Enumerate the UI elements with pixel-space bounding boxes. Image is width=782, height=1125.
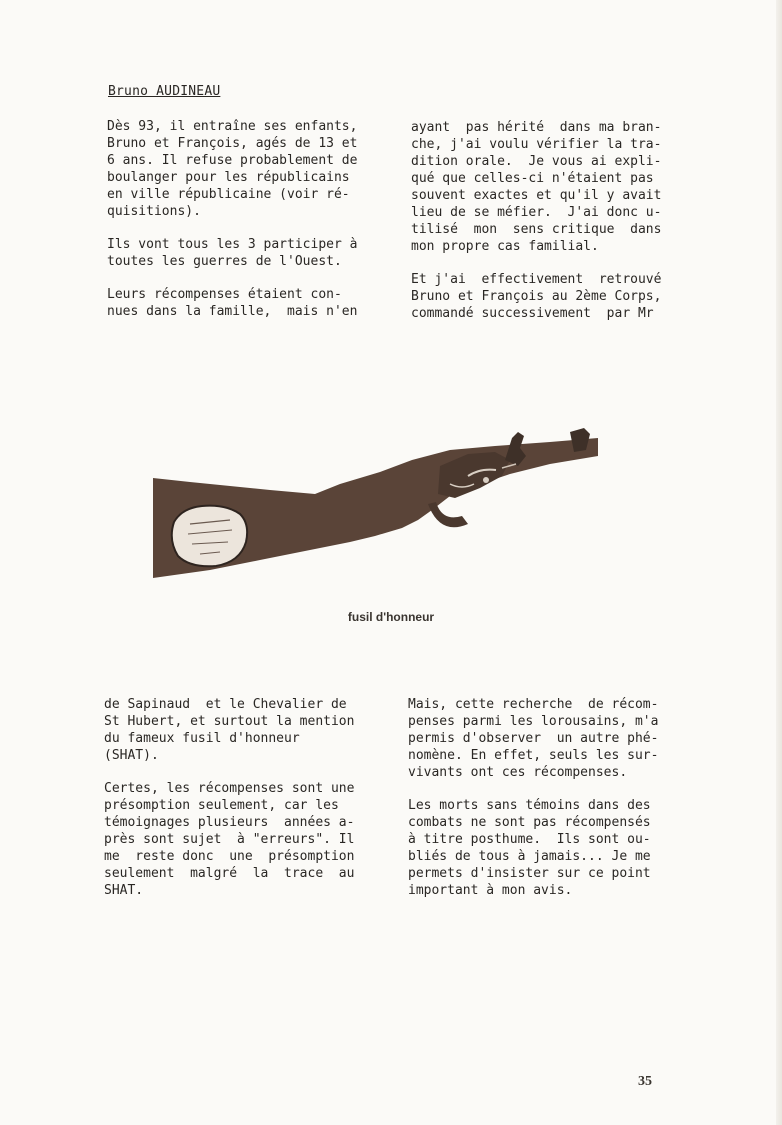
paragraph: Leurs récompenses étaient con- nues dans la famille, mais n'en xyxy=(107,287,358,319)
honour-plate xyxy=(172,506,247,567)
musket-photo xyxy=(150,424,602,582)
paragraph: Et j'ai effectivement retrouvé Bruno et François au 2ème Corps, commandé successivement par Mr xyxy=(411,272,662,321)
paragraph: Dès 93, il entraîne ses enfants, Bruno et François, agés de 13 et 6 ans. Il refuse probablement de boulanger pour les républicains en ville républicaine (voir ré- quisitions). xyxy=(107,119,358,219)
paragraph: Certes, les récompenses sont une présomption seulement, car les témoignages plusieurs années a- près sont sujet à "erreurs". Il me reste donc une présomption seulement malgré la trace au SHAT. xyxy=(104,781,355,898)
column-bottom-left xyxy=(104,696,374,915)
paragraph: ayant pas hérité dans ma bran- che, j'ai voulu vérifier la tra- dition orale. Je vous ai expli- qué que celles-ci n'étaient pas souvent exactes et qu'il y avait lieu de se méfier. J'ai donc u- tilisé mon sens critique dans mon propre cas familial. xyxy=(411,120,662,254)
musket-trigger-guard xyxy=(428,502,468,527)
page-edge xyxy=(776,0,782,1125)
column-top-right xyxy=(411,119,681,338)
figure-caption: fusil d'honneur xyxy=(347,610,435,624)
column-bottom-right xyxy=(408,696,678,915)
paragraph: Les morts sans témoins dans des combats ne sont pas récompensés à titre posthume. Ils sont ou- bliés de tous à jamais... Je me permets d'insister sur ce point important à mon avis. xyxy=(408,798,651,898)
paragraph: Ils vont tous les 3 participer à toutes les guerres de l'Ouest. xyxy=(107,237,358,269)
column-top-left xyxy=(107,118,377,336)
musket-illustration xyxy=(150,424,602,582)
paragraph: de Sapinaud et le Chevalier de St Hubert, et surtout la mention du fameux fusil d'honneur (SHAT). xyxy=(104,697,355,763)
author-heading: Bruno AUDINEAU xyxy=(108,84,221,99)
page-number: 35 xyxy=(638,1074,652,1089)
paragraph: Mais, cette recherche de récom- penses parmi les lorousains, m'a permis d'observer un autre phé- nomène. En effet, seuls les sur- vivants ont ces récompenses. xyxy=(408,697,659,780)
